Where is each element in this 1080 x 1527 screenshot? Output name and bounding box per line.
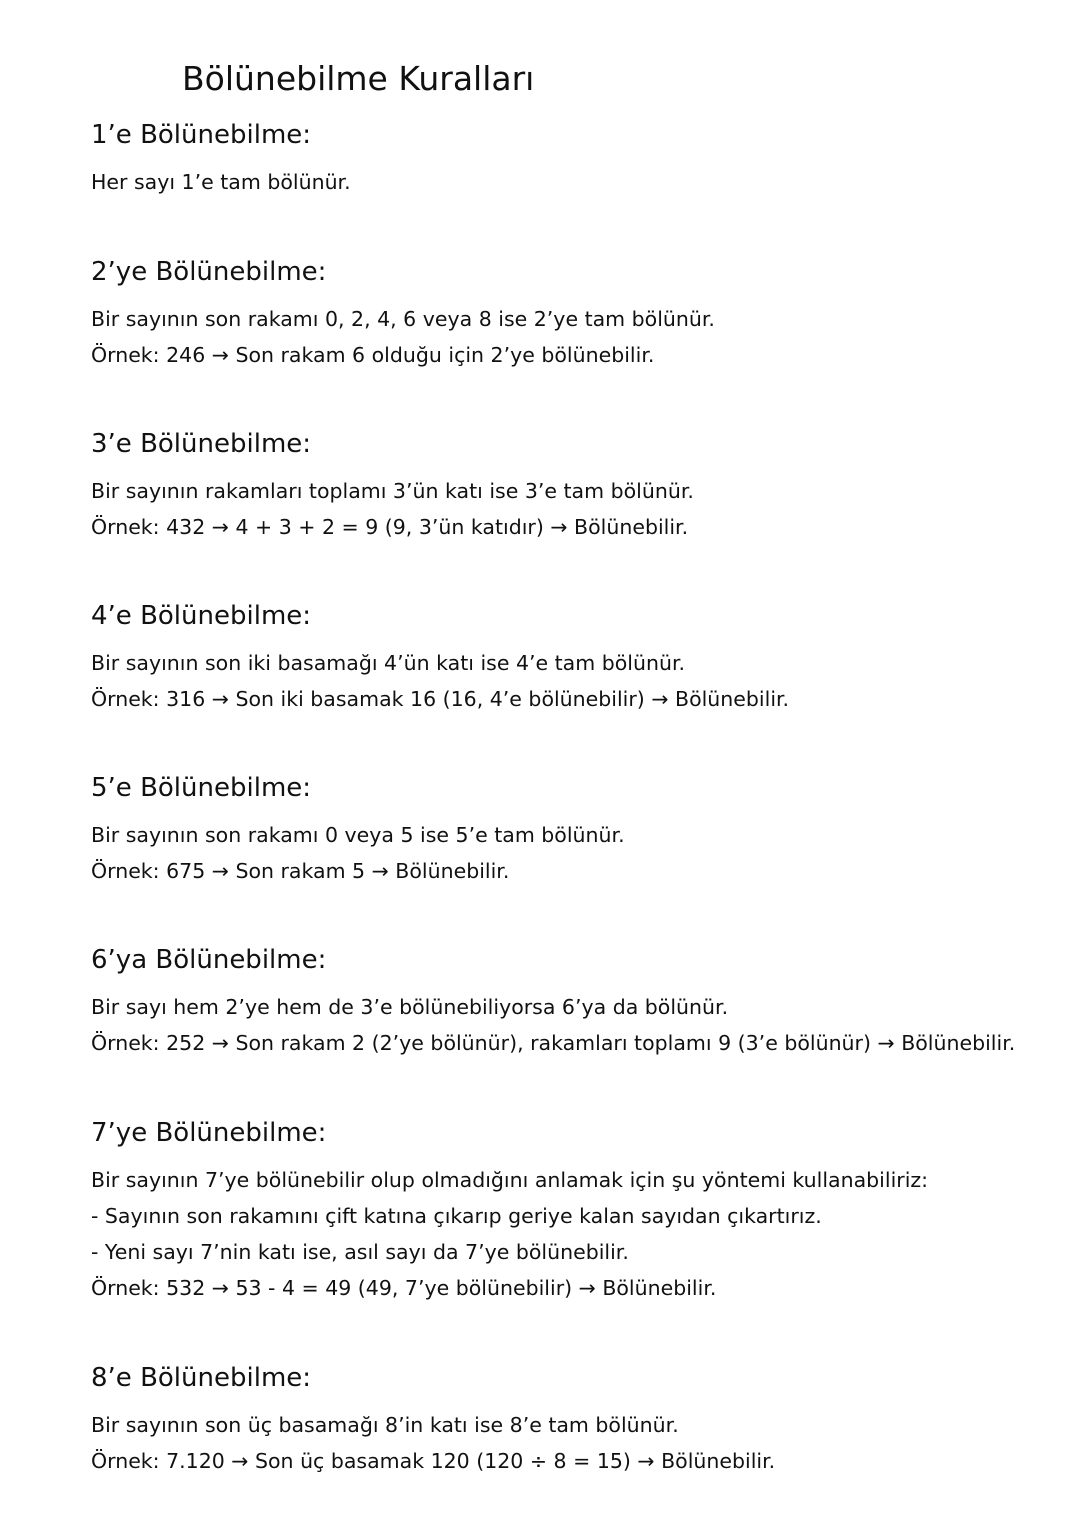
rule-section-1 bbox=[91, 117, 1076, 200]
rule-line: Bir sayının son rakamı 0, 2, 4, 6 veya 8 ise 2’ye tam bölünür. bbox=[91, 307, 715, 331]
rule-example: Örnek: 316 → Son iki basamak 16 (16, 4’e bölünebilir) → Bölünebilir. bbox=[91, 687, 790, 711]
rule-body bbox=[91, 1162, 1076, 1306]
rule-body bbox=[91, 301, 1076, 373]
rule-heading: 3’e Bölünebilme: bbox=[91, 429, 312, 459]
page-title: Bölünebilme Kuralları bbox=[182, 59, 535, 98]
rule-heading: 8’e Bölünebilme: bbox=[91, 1363, 312, 1393]
rule-section-2 bbox=[91, 254, 1076, 373]
rule-body bbox=[91, 473, 1076, 545]
rule-heading: 7’ye Bölünebilme: bbox=[91, 1118, 327, 1148]
rule-line: Bir sayının son iki basamağı 4’ün katı ise 4’e tam bölünür. bbox=[91, 651, 686, 675]
rule-body bbox=[91, 817, 1076, 889]
rule-line: Bir sayı hem 2’ye hem de 3’e bölünebiliyorsa 6’ya da bölünür. bbox=[91, 995, 729, 1019]
rule-heading: 4’e Bölünebilme: bbox=[91, 601, 312, 631]
rule-line: Bir sayının son rakamı 0 veya 5 ise 5’e tam bölünür. bbox=[91, 823, 625, 847]
rule-example: Örnek: 532 → 53 - 4 = 49 (49, 7’ye bölünebilir) → Bölünebilir. bbox=[91, 1276, 717, 1300]
rule-example: Örnek: 252 → Son rakam 2 (2’ye bölünür), rakamları toplamı 9 (3’e bölünür) → Bölünebilir. bbox=[91, 1031, 1016, 1055]
rule-section-8 bbox=[91, 1360, 1076, 1479]
rule-example: Örnek: 246 → Son rakam 6 olduğu için 2’ye bölünebilir. bbox=[91, 343, 655, 367]
rule-heading: 6’ya Bölünebilme: bbox=[91, 945, 327, 975]
rule-line: Bir sayının son üç basamağı 8’in katı ise 8’e tam bölünür. bbox=[91, 1413, 679, 1437]
rule-body bbox=[91, 1407, 1076, 1479]
rule-line: Her sayı 1’e tam bölünür. bbox=[91, 170, 351, 194]
rule-heading: 2’ye Bölünebilme: bbox=[91, 257, 327, 287]
rule-heading: 1’e Bölünebilme: bbox=[91, 120, 312, 150]
rule-section-4 bbox=[91, 598, 1076, 717]
rule-example: Örnek: 675 → Son rakam 5 → Bölünebilir. bbox=[91, 859, 510, 883]
rule-example: Örnek: 432 → 4 + 3 + 2 = 9 (9, 3’ün katıdır) → Bölünebilir. bbox=[91, 515, 689, 539]
rule-section-5 bbox=[91, 770, 1076, 889]
rule-heading: 5’e Bölünebilme: bbox=[91, 773, 312, 803]
rule-section-6 bbox=[91, 942, 1076, 1061]
rule-section-3 bbox=[91, 426, 1076, 545]
rule-body bbox=[91, 989, 1076, 1061]
rule-line: Bir sayının 7’ye bölünebilir olup olmadığını anlamak için şu yöntemi kullanabiliriz: bbox=[91, 1168, 929, 1192]
rule-section-7 bbox=[91, 1115, 1076, 1306]
rule-line: Bir sayının rakamları toplamı 3’ün katı ise 3’e tam bölünür. bbox=[91, 479, 694, 503]
rule-example: Örnek: 7.120 → Son üç basamak 120 (120 ÷ 8 = 15) → Bölünebilir. bbox=[91, 1449, 776, 1473]
rule-line: - Sayının son rakamını çift katına çıkarıp geriye kalan sayıdan çıkartırız. bbox=[91, 1204, 822, 1228]
rule-line: - Yeni sayı 7’nin katı ise, asıl sayı da 7’ye bölünebilir. bbox=[91, 1240, 629, 1264]
rule-body bbox=[91, 164, 1076, 200]
rule-body bbox=[91, 645, 1076, 717]
